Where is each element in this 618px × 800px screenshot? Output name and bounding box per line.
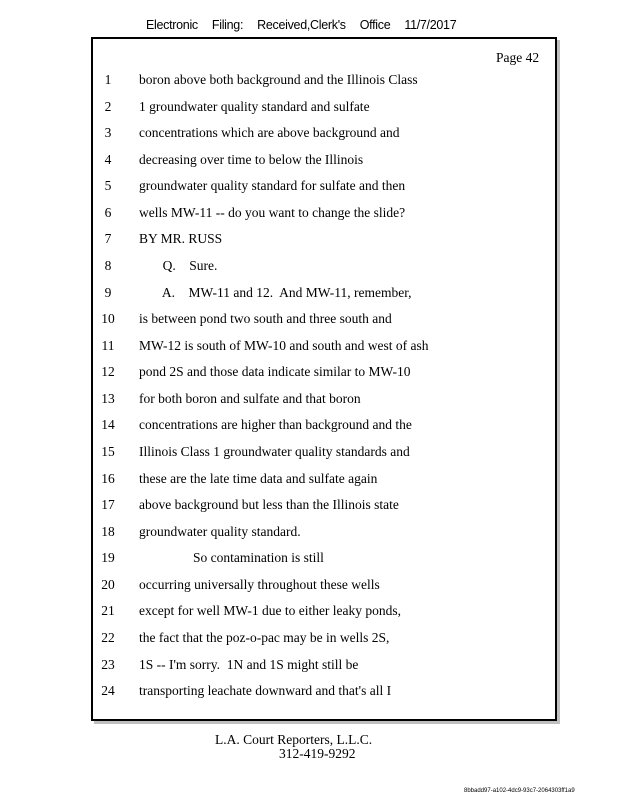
line-text: except for well MW-1 due to either leaky ponds, xyxy=(139,603,402,619)
line-number: 11 xyxy=(101,337,115,353)
line-number: 15 xyxy=(101,443,115,459)
reporter-company: L.A. Court Reporters, L.L.C. xyxy=(215,732,373,747)
line-text: decreasing over time to below the Illinois xyxy=(139,151,364,167)
reporter-phone: 312-419-9292 xyxy=(279,746,356,761)
line-number: 6 xyxy=(104,204,112,220)
header-part: Office xyxy=(359,18,391,32)
line-number: 14 xyxy=(101,417,115,433)
line-number: 13 xyxy=(101,390,115,406)
line-text: boron above both background and the Illinois Class xyxy=(139,72,418,87)
line-number: 17 xyxy=(101,497,115,513)
header-part: Received,Clerk's xyxy=(257,18,346,32)
line-text: concentrations which are above background and xyxy=(139,125,400,141)
line-number: 21 xyxy=(101,603,115,619)
line-number: 16 xyxy=(101,470,115,486)
line-number: 22 xyxy=(101,629,115,645)
header-part: Electronic xyxy=(146,18,198,32)
line-number: 7 xyxy=(104,231,112,247)
line-text: transporting leachate downward and that's all I xyxy=(139,683,392,699)
line-text: the fact that the poz-o-pac may be in wells 2S, xyxy=(139,629,390,645)
line-number: 18 xyxy=(101,523,115,539)
line-text: pond 2S and those data indicate similar to MW-10 xyxy=(139,364,411,380)
header-part: Filing: xyxy=(211,18,244,32)
line-number: 12 xyxy=(101,364,115,380)
filing-header xyxy=(146,18,470,33)
line-number: 10 xyxy=(101,311,115,327)
footer xyxy=(215,733,372,761)
line-number: 19 xyxy=(101,550,115,566)
line-text: concentrations are higher than background and the xyxy=(139,417,412,433)
line-text: these are the late time data and sulfate again xyxy=(139,470,378,486)
line-text: So contamination is still xyxy=(139,550,324,566)
header-part: 11/7/2017 xyxy=(404,18,457,32)
line-text: 1S -- I'm sorry. 1N and 1S might still be xyxy=(139,656,359,672)
line-number: 23 xyxy=(101,656,115,672)
line-number: 2 xyxy=(104,98,112,114)
line-text: is between pond two south and three south and xyxy=(139,311,392,327)
line-text: groundwater quality standard for sulfate and then xyxy=(139,178,406,194)
line-text: BY MR. RUSS xyxy=(139,231,223,247)
page-number: Page 42 xyxy=(496,50,540,65)
line-text: occurring universally throughout these wells xyxy=(139,576,380,592)
line-text: wells MW-11 -- do you want to change the slide? xyxy=(139,204,406,220)
line-number: 20 xyxy=(101,576,115,592)
line-text: above background but less than the Illinois state xyxy=(139,497,399,513)
document-hash: 8bbadd97-a102-4dc9-93c7-2064303ff1a9 xyxy=(464,788,575,794)
line-text: Q. Sure. xyxy=(139,257,218,273)
line-number: 8 xyxy=(104,257,112,273)
line-text: groundwater quality standard. xyxy=(139,523,301,539)
line-number: 5 xyxy=(104,178,112,194)
line-text: 1 groundwater quality standard and sulfate xyxy=(139,98,370,114)
line-text: MW-12 is south of MW-10 and south and west of ash xyxy=(139,337,429,353)
line-number: 1 xyxy=(104,72,112,87)
line-number: 3 xyxy=(104,125,112,141)
line-number: 9 xyxy=(104,284,112,300)
line-number: 4 xyxy=(104,151,112,167)
line-text: Illinois Class 1 groundwater quality standards and xyxy=(139,443,410,459)
line-text: for both boron and sulfate and that boron xyxy=(139,390,361,406)
line-text: A. MW-11 and 12. And MW-11, remember, xyxy=(139,284,412,300)
line-number: 24 xyxy=(101,683,115,699)
